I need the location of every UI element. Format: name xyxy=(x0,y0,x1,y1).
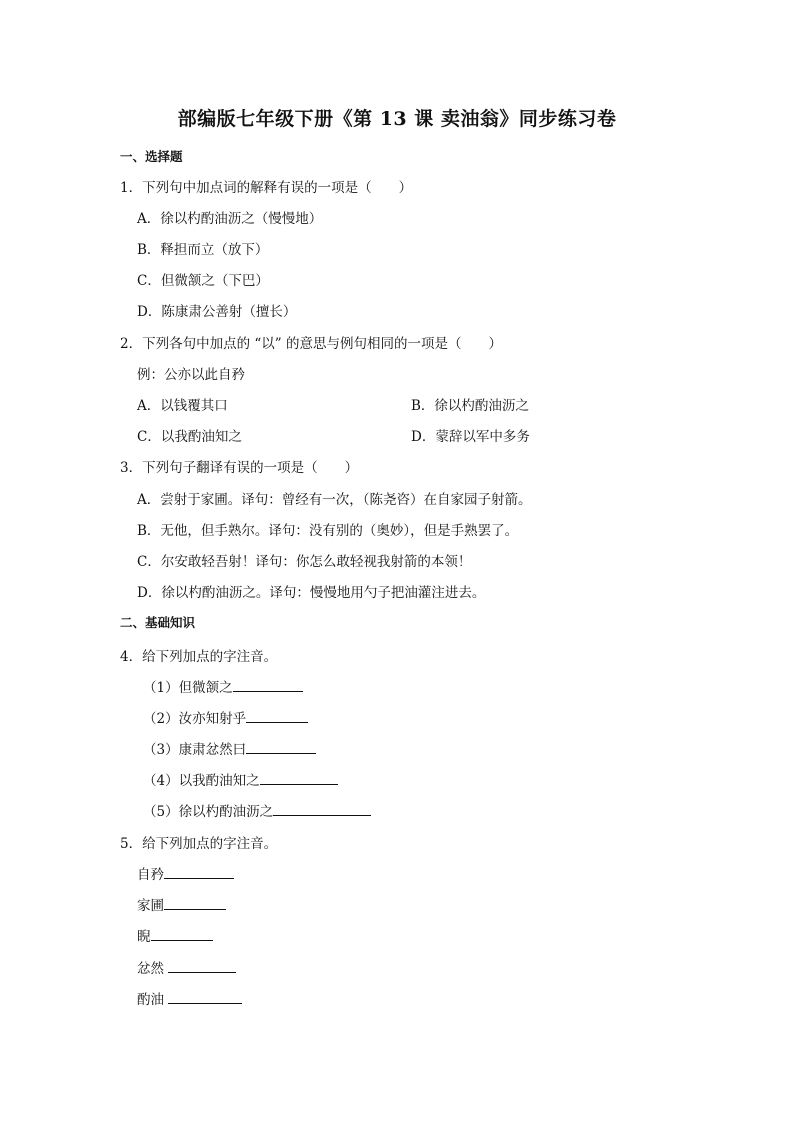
question-3-option-d: D．徐以杓酌油沥之。译句：慢慢地用勺子把油灌注进去。 xyxy=(137,585,486,601)
question-4-item-5: （5）徐以杓酌油沥之 xyxy=(143,800,371,820)
question-1-option-c: C．但微颔之（下巴） xyxy=(137,273,269,289)
question-4-item-3: （3）康肃忿然曰 xyxy=(143,738,316,758)
answer-blank[interactable] xyxy=(164,866,234,879)
page-title: 部编版七年级下册《第 13 课 卖油翁》同步练习卷 xyxy=(177,108,617,130)
question-2-option-a: A．以钱覆其口 xyxy=(137,398,228,414)
question-1-option-d: D．陈康肃公善射（擅长） xyxy=(137,304,297,320)
question-5-item-3: 睨 xyxy=(137,925,213,945)
question-2-option-c: C．以我酌油知之 xyxy=(137,429,242,445)
question-3-stem: 3．下列句子翻译有误的一项是（ ） xyxy=(120,460,359,476)
question-3-option-c: C．尔安敢轻吾射！译句：你怎么敢轻视我射箭的本领！ xyxy=(137,554,472,570)
question-2-stem: 2．下列各句中加点的 “以” 的意思与例句相同的一项是（ ） xyxy=(120,336,502,352)
section-heading-basics: 二、基础知识 xyxy=(120,615,196,630)
answer-blank[interactable] xyxy=(151,928,213,941)
question-1-option-b: B．释担而立（放下） xyxy=(137,242,269,258)
question-3-option-b: B．无他，但手熟尔。译句：没有别的（奥妙），但是手熟罢了。 xyxy=(137,523,519,539)
answer-blank[interactable] xyxy=(246,741,316,754)
question-2-example: 例：公亦以此自矜 xyxy=(137,367,245,383)
question-4-item-4: （4）以我酌油知之 xyxy=(143,769,338,789)
answer-blank[interactable] xyxy=(168,960,236,973)
answer-blank[interactable] xyxy=(273,803,371,816)
question-5-item-4: 忿然 xyxy=(137,957,236,977)
answer-blank[interactable] xyxy=(260,772,338,785)
question-4-item-2: （2）汝亦知射乎 xyxy=(143,707,308,727)
question-4-item-1: （1）但微颔之 xyxy=(143,676,303,696)
question-5-item-1: 自矜 xyxy=(137,863,234,883)
question-1-stem: 1．下列句中加点词的解释有误的一项是（ ） xyxy=(120,180,413,196)
answer-blank[interactable] xyxy=(246,710,308,723)
question-3-option-a: A．尝射于家圃。译句：曾经有一次，（陈尧咨）在自家园子射箭。 xyxy=(137,492,532,508)
question-5-stem: 5．给下列加点的字注音。 xyxy=(120,836,278,852)
section-heading-choice: 一、选择题 xyxy=(120,149,183,164)
answer-blank[interactable] xyxy=(168,991,242,1004)
question-1-option-a: A．徐以杓酌油沥之（慢慢地） xyxy=(137,211,323,227)
question-5-item-2: 家圃 xyxy=(137,894,226,914)
question-4-stem: 4．给下列加点的字注音。 xyxy=(120,649,278,665)
question-2-option-d: D．蒙辞以军中多务 xyxy=(411,429,530,445)
answer-blank[interactable] xyxy=(233,679,303,692)
question-5-item-5: 酌油 xyxy=(137,988,242,1008)
question-2-option-b: B．徐以杓酌油沥之 xyxy=(411,398,529,414)
answer-blank[interactable] xyxy=(164,897,226,910)
